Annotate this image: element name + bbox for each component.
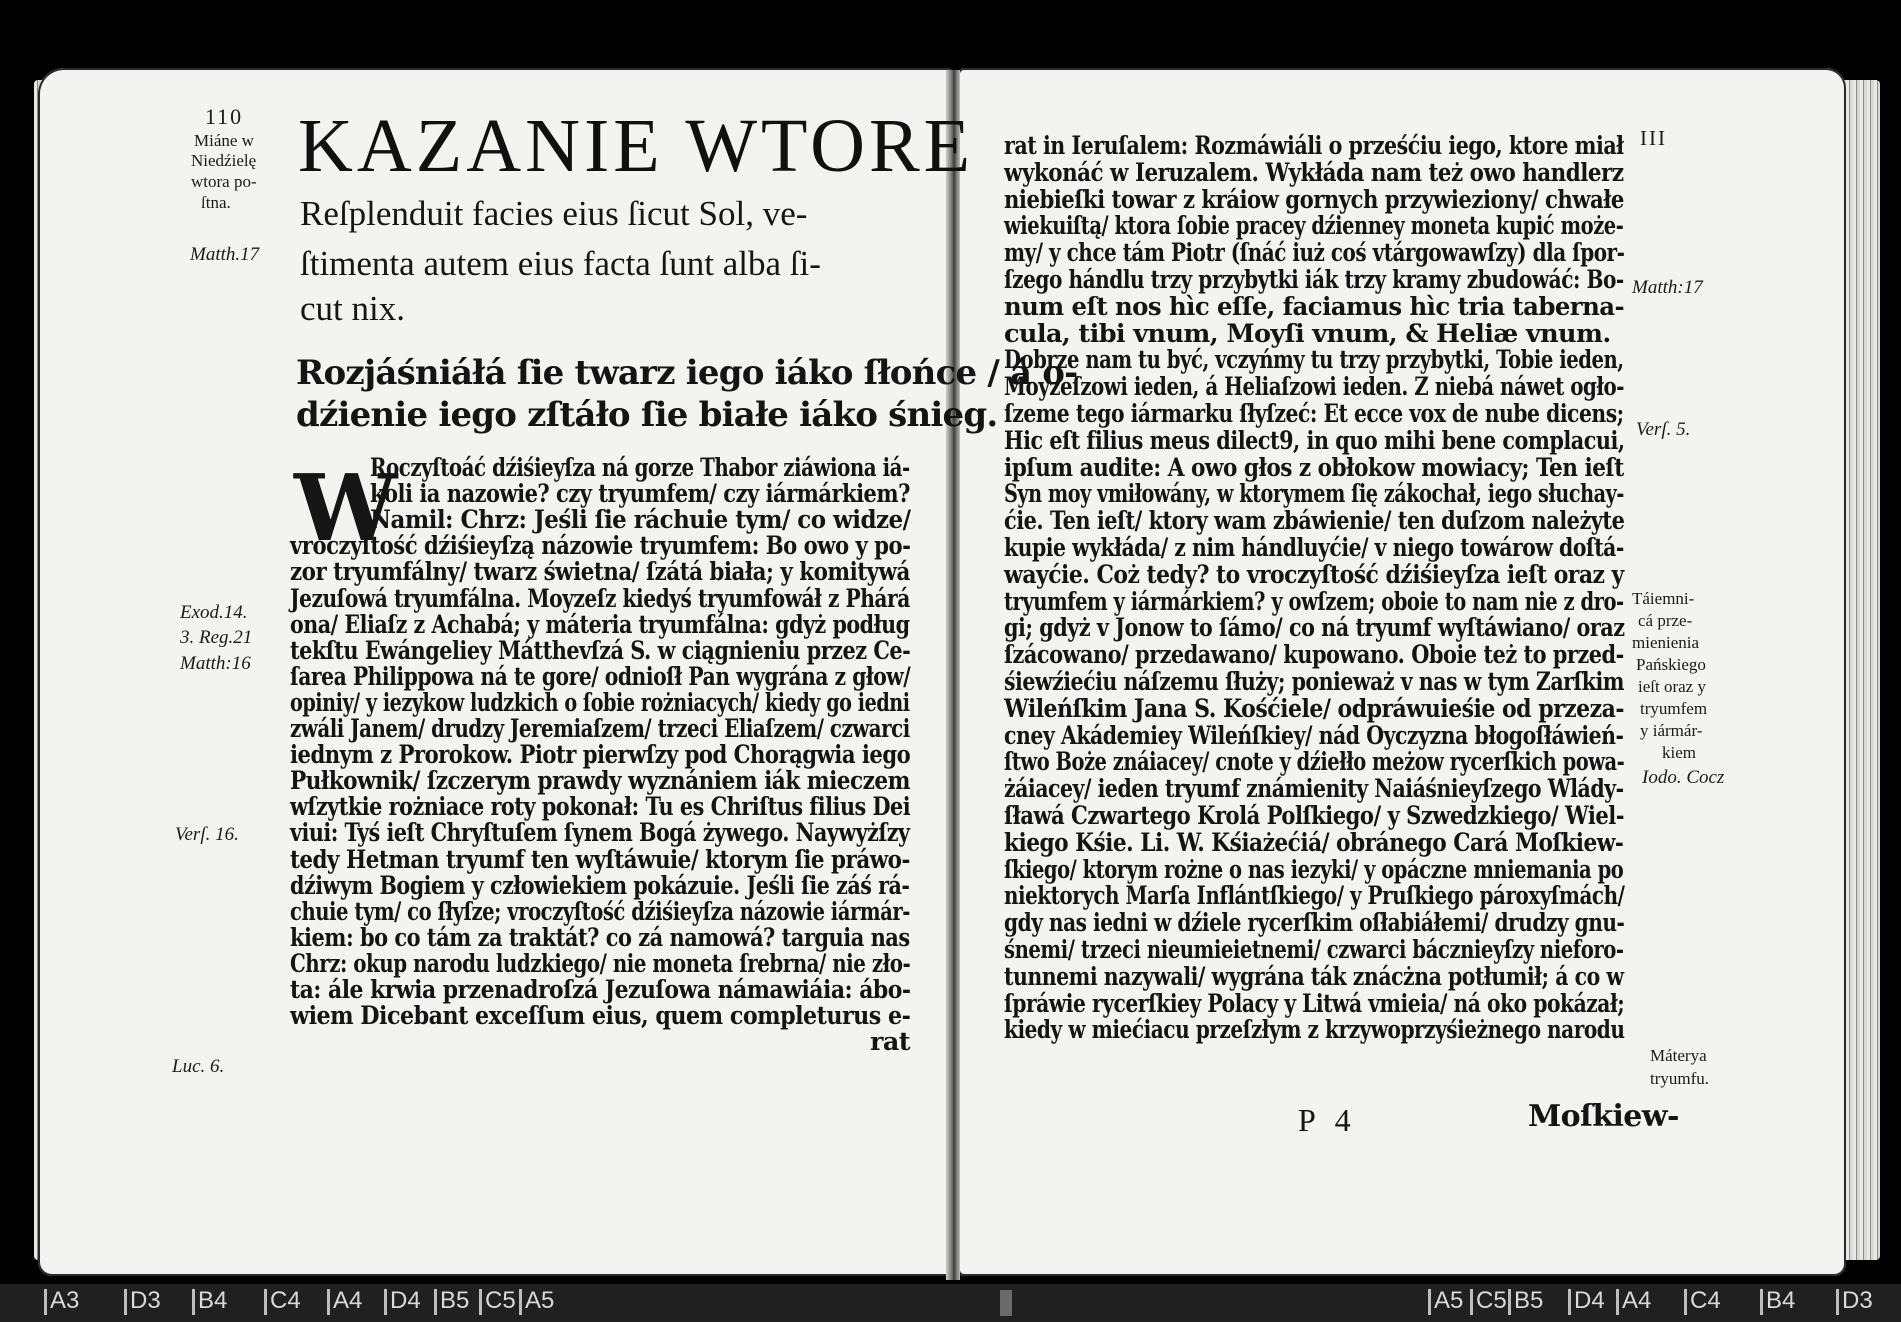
- body-text-line: rat in Ieruſalem: Rozmáwiáli o prześćiu iego, ktore miał: [1004, 131, 1624, 161]
- body-text-line: Jezuſowá tryumfálna. Moyzeſz kiedyś tryumfowáł z Phárá: [290, 583, 910, 614]
- drop-cap: W: [294, 454, 398, 562]
- body-text-line: ćie. Ten ieſt/ ktory wam zbáwienie/ ten duſzom należyte: [1004, 506, 1625, 537]
- body-text-line: ſarea Philippowa ná te gore/ odnioſł Pan wygrána z głow/: [290, 661, 911, 692]
- signature-mark: P 4: [1298, 1102, 1357, 1138]
- margin-note: Verſ. 5.: [1636, 419, 1691, 440]
- body-text-line: my/ y chce tám Piotr (ſnáć iuż coś vtárgowawſzy) dla ſpor-: [1004, 238, 1625, 269]
- margin-note: Matth:16: [180, 653, 251, 674]
- sermon-heading: KAZANIE WTORE: [298, 104, 975, 188]
- body-text-line: śnemi/ trzeci nieumieietnemi/ czwarci bácznieyſzy nieforo-: [1004, 935, 1624, 965]
- body-text-line: tryumfem y iármárkiem? y owſzem; oboie to nam nie z dro-: [1004, 586, 1624, 617]
- body-text-line: vroczyſtość dźiśieyſzą názowie tryumfem: Bo owo y po-: [290, 531, 911, 562]
- margin-note: ieſt oraz y: [1638, 677, 1706, 696]
- body-text-line: wiem Dicebant exceſſum eius, quem completurus e-: [290, 1001, 911, 1032]
- polish-title-line: dźienie iego zſtáło ſie białe iáko śnieg.: [296, 395, 998, 435]
- body-text-line: ſzego hándlu trzy przybytki iák trzy kramy zbudowáć: Bo-: [1004, 265, 1624, 295]
- latin-verse-line: cut nix.: [300, 289, 405, 328]
- filmstrip-label: B4: [1766, 1287, 1796, 1314]
- body-text-line: tedy Hetman tryumf ten wyſtáwuie/ ktorym ſie práwo-: [290, 844, 910, 875]
- filmstrip-label: A5: [1434, 1287, 1464, 1314]
- body-text-line: koli ia nazowie? czy tryumfem/ czy iármárkiem?: [370, 479, 910, 510]
- filmstrip-divider: [1000, 1290, 1012, 1316]
- body-text-line: żáiacey/ ieden tryumf známienity Naiáśnieyſzego Wlády-: [1004, 774, 1624, 805]
- body-text-line: chuie tym/ co ſłyſze; vroczyſtość dźiśieyſza názowie iármár-: [290, 896, 910, 927]
- filmstrip-label: C5: [485, 1287, 516, 1314]
- filmstrip-label: B5: [1514, 1287, 1544, 1314]
- filmstrip-label: C4: [270, 1287, 301, 1314]
- margin-title-line: Miáne w: [194, 131, 254, 150]
- body-text-line: kiem: bo co tám za traktát? co zá namowá? targuia nas: [290, 922, 910, 953]
- body-text-line: ſławá Czwartego Krolá Polſkiego/ y Szwedzkiego/ Wiel-: [1004, 801, 1625, 831]
- body-text-line: dźiwym Bogiem y człowiekiem pokázuie. Jeśli ſie záś rá-: [290, 870, 910, 901]
- polish-title-line: Rozjáśniáłá ſie twarz iego iáko ſłońce / á o-: [296, 353, 1078, 393]
- body-text-line: wayćie. Coż tedy? to vroczyſtość dźiśieyſza ieſt oraz y: [1004, 559, 1624, 590]
- body-text-line: zor tryumfálny/ twarz świetna/ ſzátá biała; y komitywá: [290, 557, 910, 588]
- right-page-number: III: [1640, 126, 1667, 150]
- margin-note: 3. Reg.21: [180, 627, 253, 648]
- body-text-line: gdy nas iedni w dźiele rycerſkim oſłabiáłemi/ drudzy gnu-: [1004, 908, 1625, 939]
- body-text-line: viui: Tyś ieſt Chryſtuſem ſynem Bogá żywego. Naywyżſzy: [290, 818, 910, 849]
- margin-note: Máterya: [1650, 1046, 1707, 1065]
- margin-note: Exod.14.: [180, 602, 248, 623]
- body-text-line: ſtwo Boże znáiacey/ cnote y dźiełło meżow rycerſkich powa-: [1004, 747, 1625, 778]
- body-text-line: tunnemi nazywali/ wygrána ták znácżna potłumił; á co w: [1004, 961, 1624, 992]
- body-text-line: kiedy w miećiacu przeſzłym z krzywoprzyśieżnego narodu: [1004, 1015, 1625, 1046]
- margin-note: Verſ. 16.: [175, 824, 239, 845]
- body-text-line: cney Akádemiey Wileńſkiey/ nád Oyczyzna błogoſłáwień-: [1004, 720, 1624, 751]
- margin-note: Táiemni-: [1632, 589, 1695, 608]
- margin-note: tryumfem: [1640, 699, 1708, 718]
- filmstrip-label: B4: [198, 1287, 228, 1314]
- body-text-line: ſzácowano/ przedawano/ kupowano. Oboie też to przed-: [1004, 640, 1624, 671]
- filmstrip-label: D3: [130, 1287, 161, 1314]
- body-text-line: kupie wykłáda/ z nim hándluyćie/ v niego towárow doſtá-: [1004, 533, 1624, 563]
- filmstrip-label: A5: [525, 1287, 555, 1314]
- margin-note: y iármár-: [1640, 721, 1703, 740]
- body-text-line: num eſt nos hìc eſſe, faciamus hìc tria taberna-: [1004, 291, 1625, 322]
- body-text-line: wykonáć w Ieruzalem. Wykłáda nam też owo handlerz: [1004, 157, 1624, 188]
- margin-note: Luc. 6.: [172, 1056, 225, 1077]
- book-gutter: [946, 70, 960, 1280]
- margin-title-line: ſtna.: [201, 193, 231, 212]
- margin-note: mienienia: [1632, 633, 1700, 652]
- body-text-line: rat: [870, 1027, 910, 1058]
- filmstrip-label: D4: [1574, 1287, 1605, 1314]
- body-text-line: Chrz: okup narodu ludzkiego/ nie moneta ſrebrna/ nie zło-: [290, 948, 911, 979]
- body-text-line: ſzeme tego iármarku ſłyſzeć: Et ecce vox de nube dicens;: [1004, 399, 1624, 429]
- filmstrip-label: A4: [333, 1287, 363, 1314]
- filmstrip-label: D3: [1842, 1287, 1873, 1314]
- filmstrip-label: A4: [1622, 1287, 1652, 1314]
- left-page-number: 110: [205, 104, 244, 129]
- body-text-line: ipſum audite: A owo głos z obłokow mowiacy; Ten ieſt: [1004, 452, 1624, 483]
- margin-note: cá prze-: [1638, 611, 1693, 630]
- filmstrip-label: C4: [1690, 1287, 1721, 1314]
- filmstrip-label: B5: [440, 1287, 470, 1314]
- body-text-line: Dobrze nam tu być, vczyńmy tu trzy przybytki, Tobie ieden,: [1004, 345, 1624, 376]
- body-text-line: ona/ Eliaſz z Achabá; y máteria tryumfálna: gdyż podług: [290, 609, 910, 640]
- body-text-line: niektorych Marſa Inflántſkiego/ y Pruſkiego pároxyſmách/: [1004, 881, 1625, 912]
- margin-note: tryumfu.: [1650, 1069, 1710, 1088]
- body-text-line: Moyzeſzowi ieden, á Heliaſzowi ieden. Z niebá náwet ogło-: [1004, 372, 1625, 403]
- body-text-line: niebieſki towar z kráiow gornych przywieziony/ chwałe: [1004, 184, 1624, 215]
- margin-title-line: wtora po-: [191, 172, 257, 191]
- margin-title-line: Niedźielę: [191, 151, 257, 170]
- body-text-line: ſkiego/ ktorym rożne o nas iezyki/ y opáczne mniemania po: [1004, 854, 1624, 885]
- body-text-line: gi; gdyż v Jonow to ſámo/ co ná tryumf wyſtáwiano/ oraz: [1004, 613, 1625, 644]
- body-text-line: Roczyſtoáć dźiśieyſza ná gorze Thabor ziáwiona iá-: [370, 453, 910, 483]
- margin-note: Iodo. Cocz: [1642, 767, 1725, 788]
- margin-note: Pańskiego: [1636, 655, 1706, 674]
- body-text-line: Syn moy vmiłowány, w ktorymem ſię zákochał, iego słuchay-: [1004, 479, 1624, 510]
- body-text-line: iednym z Prorokow. Piotr pierwſzy pod Chorągwia iego: [290, 740, 911, 771]
- body-text-line: ta: ále krwia przenadroſzá Jezuſowa námawiáia: ábo-: [290, 975, 911, 1005]
- margin-note: Matth:17: [1632, 277, 1703, 298]
- body-text-line: śiewźiećiu náſzemu ſłuży; ponieważ v nas w tym Zarſkim: [1004, 667, 1625, 697]
- filmstrip-label: A3: [50, 1287, 80, 1314]
- body-text-line: kiego Kśie. Li. W. Kśiażećiá/ obránego Cará Moſkiew-: [1004, 827, 1624, 858]
- body-text-line: zwáli Janem/ drudzy Jeremiaſzem/ trzeci Eliaſzem/ czwarci: [290, 714, 910, 744]
- body-text-line: wiekuiſtą/ ktora ſobie pracey dźienney moneta kupić może-: [1004, 211, 1624, 242]
- body-text-line: tekſtu Ewángeliey Mátthevſzá S. w ciągnieniu przez Ce-: [290, 635, 911, 666]
- body-text-line: Hic eſt filius meus dilect9, in quo mihi bene complacui,: [1004, 425, 1625, 456]
- filmstrip-label: D4: [390, 1287, 421, 1314]
- body-text-line: wſzytkie rożniace roty pokonał: Tu es Chriſtus filius Dei: [290, 792, 911, 823]
- filmstrip-label: C5: [1476, 1287, 1507, 1314]
- latin-verse-line: ſtimenta autem eius facta ſunt alba ſi-: [300, 244, 821, 283]
- latin-verse-line: Reſplenduit facies eius ſicut Sol, ve-: [300, 194, 808, 233]
- body-text-line: Namil: Chrz: Jeśli ſie ráchuie tym/ co widze/: [370, 505, 911, 536]
- body-text-line: cula, tibi vnum, Moyſi vnum, & Heliæ vnum.: [1004, 318, 1611, 349]
- body-text-line: opiniy/ y iezykow ludzkich o ſobie rożniacych/ kiedy go iedni: [290, 687, 910, 718]
- body-text-line: Pułkownik/ ſzczerym prawdy wyznániem iák mieczem: [290, 766, 910, 797]
- body-text-line: ſpráwie rycerſkiey Polacy y Litwá vmieia/ ná oko pokázał;: [1004, 988, 1625, 1019]
- margin-note: Matth.17: [190, 244, 260, 265]
- catchword: Moſkiew-: [1528, 1099, 1679, 1134]
- body-text-line: Wileńſkim Jana S. Kośćiele/ odpráwuieśie od przeza-: [1004, 693, 1625, 724]
- margin-note: kiem: [1662, 743, 1696, 762]
